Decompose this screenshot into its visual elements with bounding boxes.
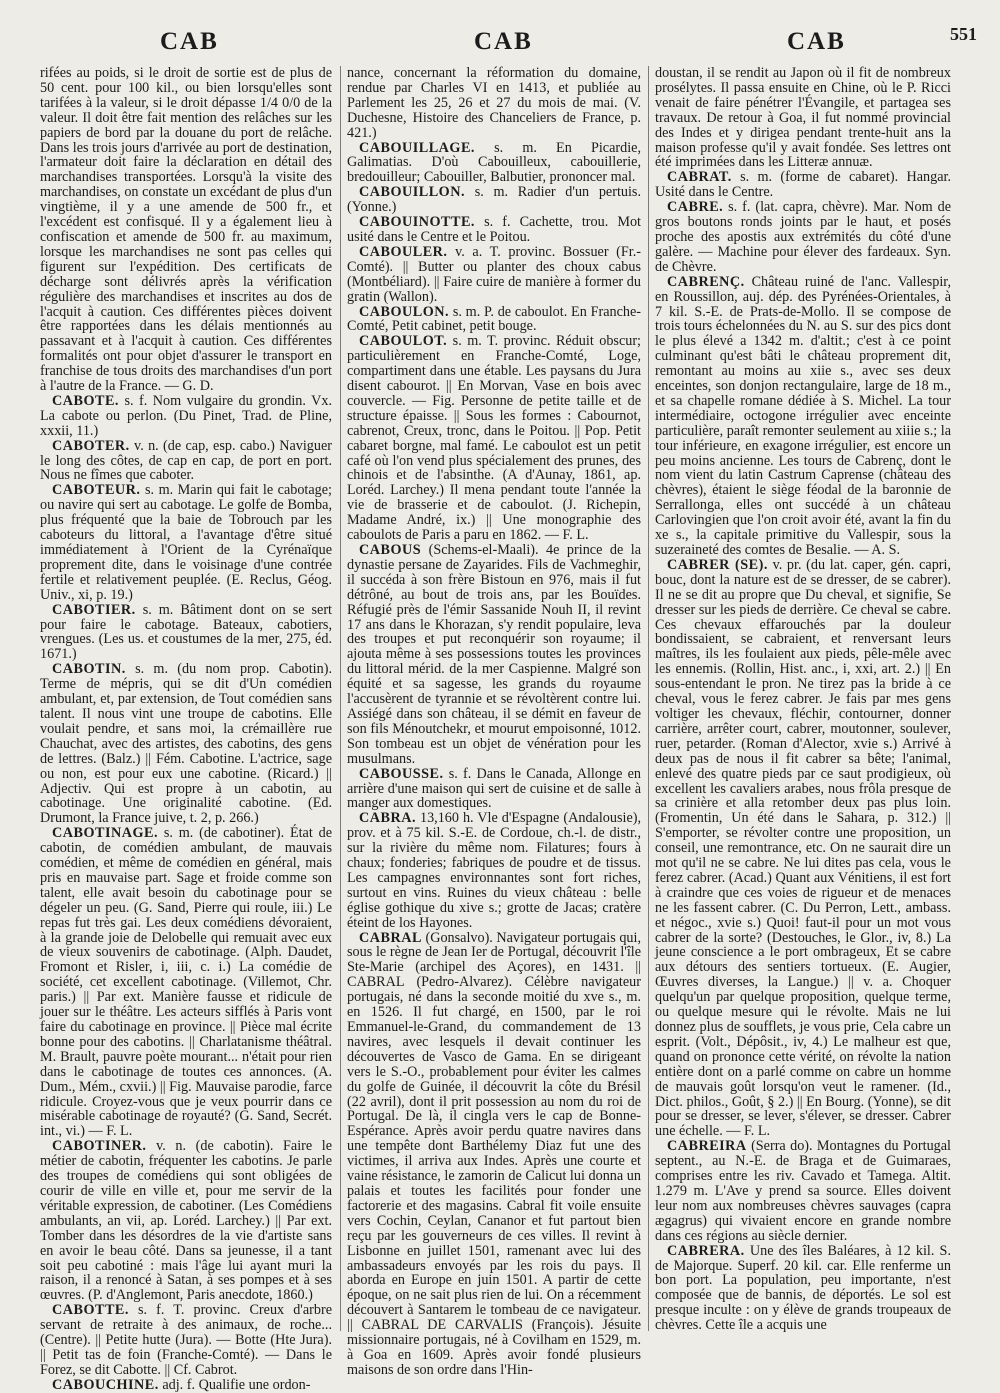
dictionary-entry (40, 603, 332, 663)
entry-text: s. f. T. provinc. Creux d'arbre servant de retraite à des animaux, de roche... (Centre). || Petite hutte (Jura). — Botte (Hte Jura). || Petit tas de foin (Franche-Comté). — Dans le Forez, se dit Cabotte. || Cf. Cabrot. (40, 1302, 332, 1378)
entry-headword: CABRAT. (667, 169, 732, 186)
entry-headword: CABOTIN. (52, 661, 126, 678)
dictionary-entry (40, 1303, 332, 1378)
entry-text: (Serra do). Montagnes du Portugal septent., au N.-E. de Braga et de Guimaraes, comprises entre les riv. Cavado et Tamega. Altit. 1.279 m. L'Ave y prend sa source. Elles doivent leur nom aux nombreuses chèvres sauvages (capra ægagrus) qui vivaient encore en grande nombre dans ces régions au siècle dernier. (655, 1138, 951, 1244)
dictionary-entry (347, 245, 641, 305)
entry-headword: CABOUCHINE. (52, 1376, 159, 1393)
dictionary-entry (347, 811, 641, 930)
dictionary-entry (40, 1378, 332, 1393)
dictionary-entry (347, 931, 641, 1378)
dictionary-entry (347, 141, 641, 186)
dictionary-entry (655, 66, 951, 170)
text-column-1 (40, 65, 333, 1393)
entry-headword: CABRER (SE). (667, 556, 768, 573)
running-head-right: CAB (787, 28, 846, 55)
entry-text: s. m. Marin qui fait le cabotage; ou navire qui sert au cabotage. Le golfe de Bomba, plus fréquenté que la baie de Tobrouch par les caboteurs du littoral, a l'avantage d'être situé immédiatement à l'Orient de la Cyrénaïque proprement dite, dans le voisinage d'une contrée fertile et relativement peuplée. (E. Reclus, Géog. Univ., xi, p. 19.) (40, 482, 333, 603)
entry-headword: CABOTINAGE. (52, 825, 159, 842)
dictionary-entry (40, 662, 332, 826)
entry-text: s. f. Nom vulgaire du grondin. Vx. La cabote ou perlon. (Du Pinet, Trad. de Pline, xxxii, 11.) (40, 392, 333, 439)
entry-text: (Gonsalvo). Navigateur portugais qui, sous le règne de Jean Ier de Portugal, découvrit l'île Ste-Marie (archipel des Açores), en 1431. || CABRAL (Pedro-Alvarez). Célèbre navigateur portugais, né dans la seconde moitié du xve s., m. en 1526. Il fut chargé, en 1500, par le roi Emmanuel-le-Grand, du commandement de 13 navires, avec lesquels il devait continuer les découvertes de Vasco de Gama. En se dirigeant vers le S.-O., probablement pour éviter les calmes du golfe de Guinée, il découvrit la côte du Brésil (22 avril), dont il prit possession au nom du roi de Portugal. De là, il cingla vers le cap de Bonne-Espérance. Après avoir perdu quatre navires dans une tempête dont Barthélemy Diaz fut une des victimes, il arriva aux Indes. Après une courte et vaine résistance, le zamorin de Calicut lui donna un palais et toutes les facilités pour fonder une factorerie et des magasins. Cabral fit voile ensuite vers Cochin, Ceylan, Cananor et fut partout bien reçu par les gouverneurs de ces villes. Il revint à Lisbonne en juillet 1501, ramenant avec lui des ambassadeurs envoyés par les rois du pays. Il aborda en Europe en juin 1501. A partir de cette époque, on ne sait plus rien de lui. On a récemment découvert à Santarem le tombeau de ce navigateur. || CABRAL DE CARVALIS (François). Jésuite missionnaire portugais, né à Covilham en 1529, m. à Goa en 1609. Après avoir fondé plusieurs maisons de son ordre dans l'Hin- (347, 929, 641, 1378)
entry-text: Château ruiné de l'anc. Vallespir, en Roussillon, auj. dép. des Pyrénées-Orientales, à 7 kil. S.-E. de Prats-de-Mollo. Il se compose de trois tours échelonnées du N. au S. sur des pics dont le plus élevé a 1342 m. d'altit.; c'est à ce point culminant qu'est bâti le château proprement dit, remontant au moins au xiie s., avec ses deux enceintes, son donjon rectangulaire, large de 18 m., et sa chapelle romane dédiée à S. Michel. La tour intermédiaire, octogone irrégulier avec enceinte particulière, paraît remonter seulement au xiiie s.; la tour inférieure, en exagone irrégulier, est encore un peu moins ancienne. Les tours de Cabrenç, dont le nom vient du latin Castrum Caprense (château des chèvres), étaient le siège féodal de la baronnie de Serrallonga, elles ont succédé à un château Carlovingien que l'on croit avoir été, avant la fin du xe s., la capitale primitive du Vallespir, sous la suzeraineté des comtes de Besalie. — A. S. (655, 273, 951, 558)
entry-headword: CABOTIER. (52, 601, 136, 618)
entry-text: v. n. (de cap, esp. cabo.) Naviguer le long des côtes, de cap en cap, de port en port. Nous ne fîmes que caboter. (40, 437, 332, 484)
entry-text: v. n. (de cabotin). Faire le métier de cabotin, fréquenter les cabotins. Je parle des troupes de comédiens qui sont obligées de courir de ville en ville et, pour me servir de la véritable expression, de cabotiner. (Les Comédiens ambulants, an vii, ap. Loréd. Larchey.) || Par ext. Tomber dans les désordres de la vie d'artiste sans en avoir le beau côté. Dans sa jeunesse, il a tant soit peu cabotiné : mais l'âge lui ayant muri la raison, il a renoncé à Satan, à ses pompes et à ses œuvres. (P. d'Anglemont, Paris anecdote, 1860.) (40, 1138, 332, 1304)
dictionary-entry (347, 305, 641, 335)
entry-headword: CABOULOT. (359, 333, 448, 350)
dictionary-entry (40, 1139, 332, 1303)
entry-headword: CABRE. (667, 199, 724, 216)
entry-text: s. m. T. provinc. Réduit obscur; particulièrement en Franche-Comté, Loge, compartiment dans une étable. Les paysans du Jura disent cabourot. || En Morvan, Vase en bois avec couvercle. — Fig. Personne de petite taille et de structure épaisse. || Sous les formes : Cabournot, cabrenot, Creux, tronc, dans le Poitou. || Pop. Petit cabaret borgne, mal famé. Le caboulot est un petit café où l'on vend plus spécialement des prunes, des chinois et de l'absinthe. (A d'Aunay, 1861, ap. Loréd. Larchey.) Il mena pendant toute l'année la vie de brasserie et de caboulot. (J. Richepin, Madame André, ix.) || Une monographie des caboulots de Paris a paru en 1862. — F. L. (347, 333, 641, 544)
entry-headword: CABOUSSE. (359, 765, 444, 782)
entry-text: s. f. Cachette, trou. Mot usité dans le Centre et le Poitou. (347, 214, 641, 245)
dictionary-entry (347, 767, 641, 812)
dictionary-entry (655, 170, 951, 200)
dictionary-entry (40, 826, 332, 1139)
entry-text: s. m. En Picardie, Galimatias. D'où Cabouilleux, cabouillerie, bredouilleur; Cabouiller, Balbutier, prononcer mal. (347, 139, 641, 186)
dictionary-entry (347, 185, 641, 215)
entry-text: s. f. Dans le Canada, Allonge en arrière d'une maison qui sert de cuisine et de salle à manger aux domestiques. (347, 765, 642, 812)
entry-headword: CABOUILLON. (359, 184, 466, 201)
entry-headword: CABOTINER. (52, 1138, 147, 1155)
dictionary-entry (40, 439, 332, 484)
entry-headword: CABOUILLAGE. (359, 139, 475, 156)
entry-text: adj. f. Qualifie une ordon- (162, 1376, 311, 1393)
entry-headword: CABOULER. (359, 243, 448, 260)
entry-headword: CABOUINOTTE. (359, 214, 475, 231)
entry-text: v. a. T. provinc. Bossuer (Fr.-Comté). || Butter ou planter des choux cabus (Montbéliard). || Faire cuire de manière à former du gratin (Wallon). (347, 243, 641, 305)
dictionary-entry (655, 558, 951, 1139)
entry-headword: CABOTE. (52, 392, 119, 409)
entry-headword: CABOTTE. (52, 1302, 129, 1319)
dictionary-entry (655, 200, 951, 275)
entry-headword: CABRAL (359, 929, 422, 946)
entry-text: s. m. Bâtiment dont on se sert pour faire le cabotage. Bateaux, cabotiers, vrengues. (Les us. et coustumes de la mer, 275, éd. 1671.) (40, 601, 332, 663)
running-head-left: CAB (160, 28, 219, 55)
dictionary-entry (655, 1139, 951, 1243)
dictionary-entry (655, 1244, 951, 1333)
entry-text: 13,160 h. Vle d'Espagne (Andalousie), prov. et à 75 kil. S.-E. de Cordoue, ch.-l. de distr., sur la rivière du même nom. Filatures; fours à chaux; fonderies; fabriques de poudre et de tissus. Les campagnes environnantes sont fort riches, surtout en vins. Ruines du vieux château : belle église gothique du xive s.; grotte de Jacas; cratère éteint de los Hayones. (347, 810, 642, 931)
entry-headword: CABREIRA (667, 1138, 747, 1155)
dictionary-entry (40, 483, 332, 602)
entry-text: s. f. (lat. capra, chèvre). Mar. Nom de gros boutons ronds joints par le haut, et posés proche des apostis aux extrémités du côté d'une galère. — Machine pour élever des fardeaux. Syn. de Chèvre. (655, 199, 951, 275)
entry-text: Une des îles Baléares, à 12 kil. S. de Majorque. Superf. 20 kil. car. Elle renferme un bon port. La population, peu importante, n'est composée que de bannis, de déportés. Le sol est presque inculte : on y élève de grands troupeaux de chèvres. Cette île a acquis une (655, 1242, 951, 1334)
entry-text: rifées au poids, si le droit de sortie est de plus de 50 cent. pour 100 kil., ou bien lorsqu'elles sont tarifées à la valeur, si le droit dépasse 1/4 0/0 de la valeur. Il doit être fait mention des relâches sur les papiers de bord par la douane du port de relâche. Dans les trois jours d'arrivée au port de destination, l'armateur doit faire la déclaration en détail des marchandises transportées. Lorsqu'à la visite des marchandises, on constate un excédant de plus d'un vingtième, il y a une amende de 500 fr., et l'excédent est confisqué. Il y a également lieu à confiscation et amende de 500 fr. au maximum, lorsque les marchandises ne sont pas celles qui figurent sur l'expédition. Des certificats de décharge sont délivrés après la vérification régulière des marchandises et inscrites au dos de l'acquit à caution. Ces différentes pièces doivent être rapportées dans les délais mentionnés au passavant et à l'acquit à caution. Ces différentes formalités ont pour objet d'assurer le transport en franchise de tous droits des marchandises d'un port à l'autre de la France. — G. D. (40, 65, 332, 395)
entry-text: v. pr. (du lat. caper, gén. capri, bouc, dont la nature est de se dresser, de se cabrer). Il ne se dit au propre que Du cheval, et signifie, Se dresser sur les pieds de derrière. Ce cheval se cabre. Ces chevaux effarouchés par la douleur bondissaient, se cabraient, et renversant leurs maîtres, ils les foulaient aux pieds, pêle-mêle avec les ennemis. (Rollin, Hist. anc., i, xxi, art. 2.) || En sous-entendant le pron. Ne tirez pas la bride à ce cheval, vous le ferez cabrer. Je fais par mes gens voltiger les chevaux, fléchir, contourner, donner carrière, arrêter court, cabrer, moutonner, soulever, ruer, petarder. (Roman d'Alector, xvie s.) Arrivé à deux pas de nous il fit cabrer sa bête; l'animal, enlevé des quatre pieds par ce saut prodigieux, où excellent les cavaliers arabes, nous frôla presque de sa crinière et alla retomber deux pas plus loin. (Fromentin, Un été dans le Sahara, p. 312.) || S'emporter, se révolter contre une proposition, un conseil, une remontrance, etc. On ne saurait dire un mot qu'il ne se cabre. Ne lui dites pas cela, vous le ferez cabrer. (Acad.) Quant aux Vénitiens, il est fort à craindre que ces voies de rigueur et de menaces ne les fassent cabrer. (C. Du Perron, Lett., ambass. et négoc., xvie s.) Quoi! faut-il pour un mot vous cabrer de la sorte? (Destouches, le Glor., iv, 8.) La jeune conscience a le port ombrageux, Et se cabre aux détours des sentiers tortueux. (E. Augier, Œuvres diverses, la Langue.) || v. a. Choquer quelqu'un par quelque proposition, quelque terme, ou quelque mesure qui le révolte. Mais ne lui donnez plus de soufflets, je vous prie, Cela cabre un esprit. (Volt., Dépôsit., iv, 4.) Le malheur est que, quand on prononce cette vérité, on révolte la nation entière dont on a parlé comme on cabre un homme de mauvais goût lorsqu'on veut le ramener. (Id., Dict. philos., Goût, § 2.) || En Bourg. (Yonne), se dit pour se dresser, se lever, s'élever, se dresser. Cabrer une échelle. — F. L. (655, 556, 952, 1140)
page-number: 551 (950, 24, 977, 44)
entry-headword: CABOTEUR. (52, 482, 141, 499)
entry-text: s. m. P. de caboulot. En Franche-Comté, Petit cabinet, petit bouge. (347, 303, 642, 335)
dictionary-entry (40, 394, 332, 439)
dictionary-entry (347, 66, 641, 141)
entry-headword: CABOUS (359, 542, 422, 558)
dictionary-entry (347, 334, 641, 543)
text-column-3 (655, 66, 951, 1336)
entry-text: nance, concernant la réformation du domaine, rendue par Charles VI en 1413, et publiée au Parlement les 25, 26 et 27 du mois de mai. (V. Duchesne, Histoire des Chanceliers de France, p. 421.) (347, 65, 641, 141)
dictionary-entry (655, 275, 951, 558)
entry-headword: CABRENÇ. (667, 273, 745, 290)
entry-text: (Schems-el-Maali). 4e prince de la dynastie persane de Zayarides. Fils de Vachmeghir, il succéda à son frère Bistoun en 976, mais il fut détrôné, au bout de trois ans, par les Bouïdes. Réfugié près de l'émir Sassanide Nouh II, il revint 17 ans dans le Khorazan, s'y rendit populaire, leva des troupes et put reconquérir son royaume; il ajouta même à ses possessions toutes les provinces du littoral mérid. de la mer Caspienne. Malgré son équité et sa sagesse, les grands du royaume l'accusèrent de tyrannie et se révoltèrent contre lui. Assiégé dans son château, il se démit en faveur de son fils Ménoutchekr, et mourut empoisonné, 1012. Son tombeau est un objet de vénération pour les musulmans. (347, 542, 641, 767)
entry-text: doustan, il se rendit au Japon où il fit de nombreux prosélytes. Il passa ensuite en Chine, où le P. Ricci venait de faire pénétrer l'Évangile, et partagea ses travaux. De retour à Goa, il fut nommé provincial des Indes et y dirigea pendant trente-huit ans la maison professe qu'il y avait fondée. Ses lettres ont été imprimées dans les Litteræ annuæ. (655, 65, 951, 171)
column-rule-left (340, 66, 341, 1331)
entry-text: s. m. (du nom prop. Cabotin). Terme de mépris, qui se dit d'Un comédien ambulant, et, par extension, de Tout comédien sans talent. Il nous vint une troupe de cabotins. Elle voulait pendre, et sans moi, la crémaillère rue Chauchat, avec des artistes, des cabotins, des gens de lettres. (Balz.) || Fém. Cabotine. L'actrice, sage ou non, est pour eux une cabotine. (Ricard.) || Adjectiv. Qui est propre à un cabotin, au cabotinage. Une originalité cabotine. (Ed. Drumont, la France juive, t. 2, p. 266.) (40, 661, 332, 827)
entry-headword: CABOTER. (52, 437, 130, 454)
running-head-center: CAB (474, 28, 533, 55)
text-column-2 (347, 65, 642, 1378)
entry-headword: CABRA. (359, 810, 416, 827)
dictionary-entry (40, 66, 332, 394)
entry-headword: CABRERA. (667, 1242, 745, 1259)
entry-text: s. m. (de cabotiner). État de cabotin, de comédien ambulant, de mauvais comédien, et même de comédien en général, mais pris en mauvaise part. Sage et froide comme son talent, elle avait besoin du cabotinage pour se dégeler un peu. (G. Sand, Pierre qui roule, iii.) Le repas fut très gai. Les deux comédiens dévoraient, à la grande joie de Delobelle qui remuait avec eux de vieux souvenirs de cabotinage. (Alph. Daudet, Fromont et Risler, i, iii, c. i.) La comédie de société, cet excellent cabotinage. (Villemot, Chr. paris.) || Par ext. Manière fausse et ridicule de jouer sur le théâtre. Les acteurs sifflés à Paris vont faire du cabotinage en province. || Pièce mal écrite bonne pour des cabotins. || Charlatanisme théâtral. M. Brault, pauvre poète mourant... n'était pour rien dans le cabotinage de toutes ces annonces. (A. Dum., Mém., cxvii.) || Fig. Mauvaise parodie, farce ridicule. Croyez-vous que je veux pourrir dans ce misérable cabotinage de royauté? (G. Sand, Secrét. int., vi.) — F. L. (40, 825, 333, 1140)
column-rule-right (648, 66, 649, 1331)
dictionary-entry (347, 543, 641, 767)
entry-text: s. m. (forme de cabaret). Hangar. Usité dans le Centre. (655, 169, 951, 201)
entry-text: s. m. Radier d'un pertuis. (Yonne.) (347, 184, 641, 216)
dictionary-entry (347, 215, 641, 245)
entry-headword: CABOULON. (359, 303, 450, 320)
